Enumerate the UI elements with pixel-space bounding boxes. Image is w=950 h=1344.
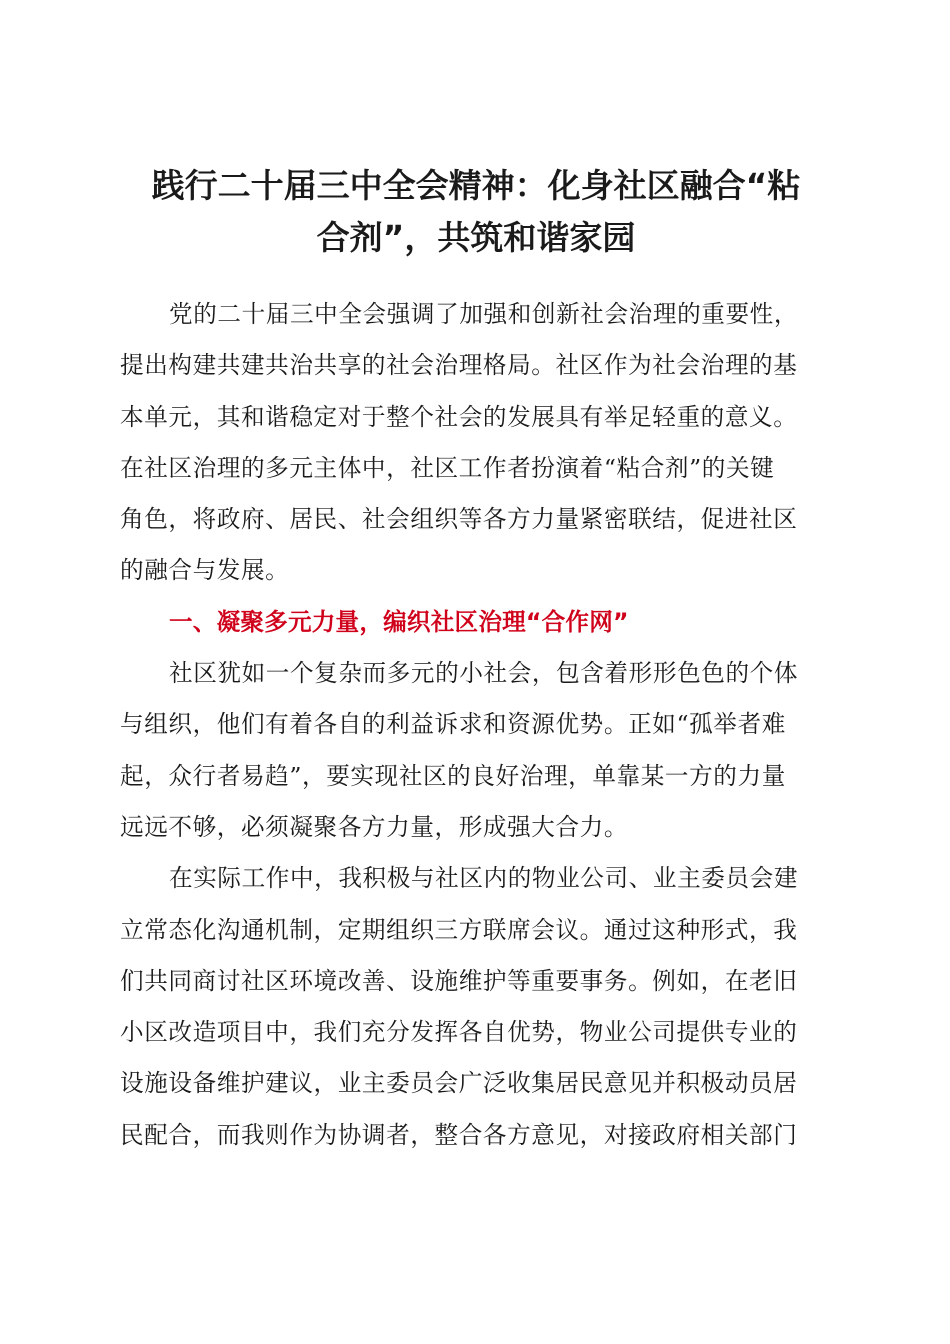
text-line: 民配合，而我则作为协调者，整合各方意见，对接政府相关部门 [120,1120,798,1149]
text-line: 社区犹如一个复杂而多元的小社会，包含着形形色色的个体 [169,659,799,688]
text-line: 设施设备维护建议，业主委员会广泛收集居民意见并积极动员居 [120,1069,798,1098]
section-heading: 一、凝聚多元力量，编织社区治理“合作网” [169,607,629,636]
paragraph-community [120,648,820,853]
title-line-1: 践行二十届三中全会精神：化身社区融合“粘 [151,166,801,205]
text-line: 角色，将政府、居民、社会组织等各方力量紧密联结，促进社区 [120,505,798,534]
text-line: 的融合与发展。 [120,556,290,585]
paragraph-practice [120,853,820,1161]
paragraph-intro [120,289,820,597]
text-line: 立常态化沟通机制，定期组织三方联席会议。通过这种形式，我 [120,915,798,944]
text-line: 们共同商讨社区环境改善、设施维护等重要事务。例如，在老旧 [120,966,798,995]
document-body [120,289,820,1161]
text-line: 党的二十届三中全会强调了加强和创新社会治理的重要性， [169,300,799,328]
document-title [120,160,832,264]
title-line-2: 合剂”，共筑和谐家园 [316,218,636,257]
text-line: 本单元，其和谐稳定对于整个社会的发展具有举足轻重的意义。 [120,402,798,431]
text-line: 提出构建共建共治共享的社会治理格局。社区作为社会治理的基 [120,351,798,380]
text-line: 与组织，他们有着各自的利益诉求和资源优势。正如“孤举者难 [120,710,786,739]
text-line: 在实际工作中，我积极与社区内的物业公司、业主委员会建 [169,864,799,893]
text-line: 小区改造项目中，我们充分发挥各自优势，物业公司提供专业的 [120,1018,798,1047]
text-line: 远远不够，必须凝聚各方力量，形成强大合力。 [120,812,629,841]
text-line: 在社区治理的多元主体中，社区工作者扮演着“粘合剂”的关键 [120,453,775,482]
text-line: 起，众行者易趋”，要实现社区的良好治理，单靠某一方的力量 [120,761,786,790]
